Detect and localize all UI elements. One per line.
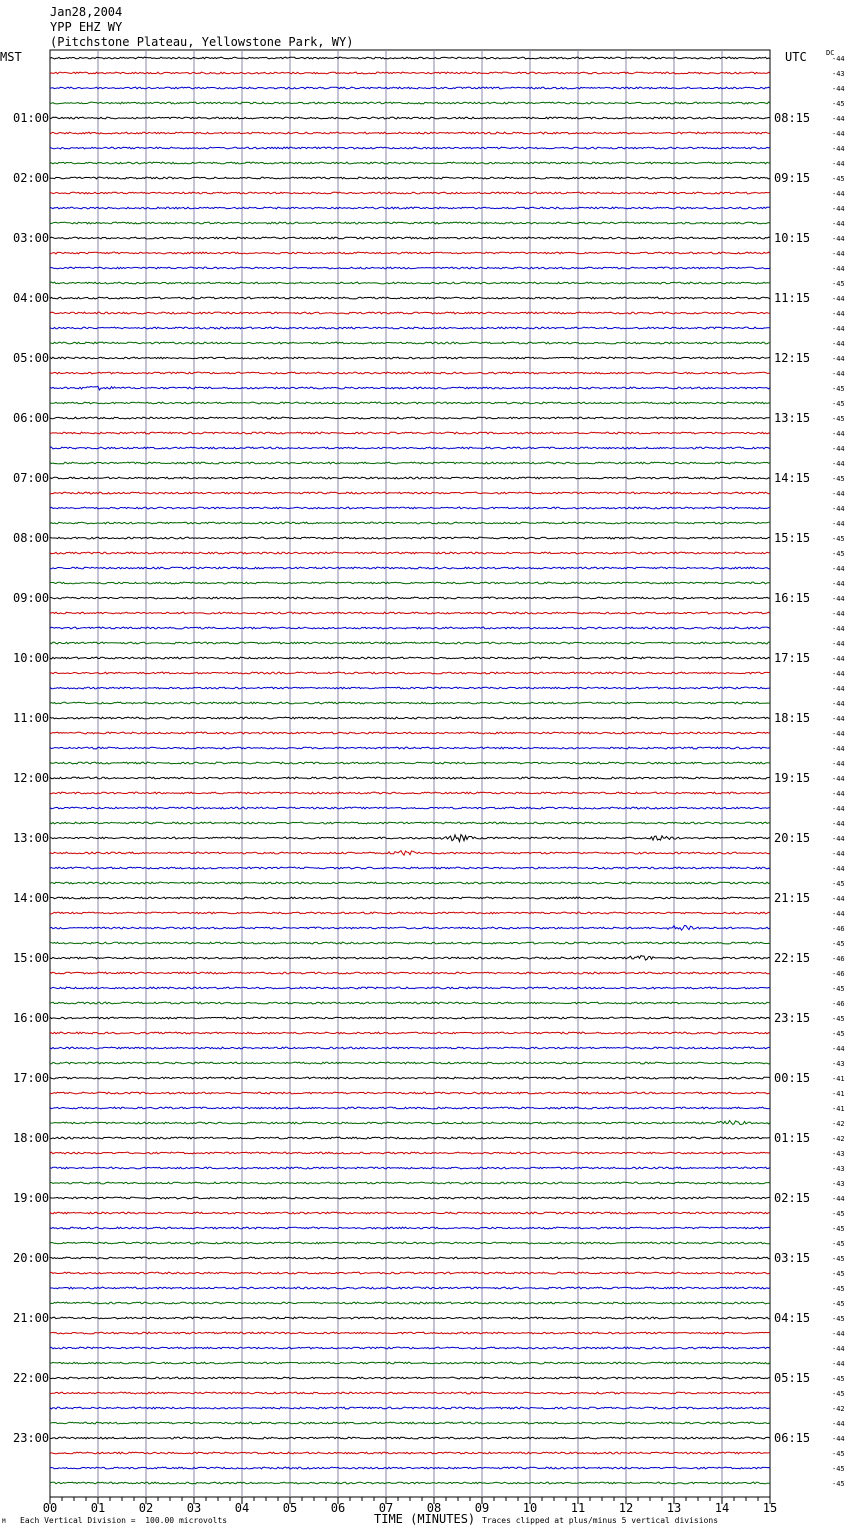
trace-line	[50, 567, 770, 569]
dc-offset-label: -44	[832, 85, 845, 93]
trace-line	[50, 417, 770, 419]
dc-offset-label: -45	[832, 1465, 845, 1473]
trace-line	[50, 1152, 770, 1154]
trace-line	[50, 687, 770, 689]
trace-line	[50, 386, 770, 390]
left-hour-label: 08:00	[13, 531, 50, 545]
dc-offset-label: -44	[832, 1195, 845, 1203]
right-hour-label: 17:15	[774, 651, 811, 665]
trace-line	[50, 1272, 770, 1274]
right-hour-label: 11:15	[774, 291, 811, 305]
trace-line	[50, 642, 770, 644]
trace-line	[50, 522, 770, 524]
trace-line	[50, 117, 770, 119]
x-tick-label: 05	[282, 1501, 298, 1515]
dc-offset-label: -45	[832, 1270, 845, 1278]
left-hour-label: 02:00	[13, 171, 50, 185]
dc-offset-label: -44	[832, 370, 845, 378]
right-hour-label: 21:15	[774, 891, 811, 905]
trace-line	[50, 792, 770, 794]
right-hour-label: 05:15	[774, 1371, 811, 1385]
dc-offset-label: -44	[832, 340, 845, 348]
trace-line	[50, 1137, 770, 1139]
left-hour-label: 22:00	[13, 1371, 50, 1385]
trace-line	[50, 342, 770, 344]
dc-offset-label: -44	[832, 595, 845, 603]
dc-offset-label: -44	[832, 190, 845, 198]
right-hour-label: 01:15	[774, 1131, 811, 1145]
dc-offset-label: -44	[832, 55, 845, 63]
dc-offset-label: -44	[832, 700, 845, 708]
trace-line	[50, 777, 770, 779]
trace-line	[50, 807, 770, 809]
trace-line	[50, 1227, 770, 1229]
trace-line	[50, 1392, 770, 1394]
trace-line	[50, 732, 770, 734]
trace-line	[50, 672, 770, 674]
dc-offset-label: -45	[832, 475, 845, 483]
trace-line	[50, 1092, 770, 1094]
plot-date: Jan28,2004	[50, 5, 123, 19]
dc-offset-label: -45	[832, 385, 845, 393]
trace-line	[50, 477, 770, 479]
dc-offset-label: -45	[832, 550, 845, 558]
dc-offset-label: -41	[832, 1075, 845, 1083]
dc-offset-label: -45	[832, 985, 845, 993]
dc-offset-label: -43	[832, 1060, 845, 1068]
trace-line	[50, 1121, 770, 1125]
dc-offset-label: -45	[832, 1375, 845, 1383]
left-hour-label: 23:00	[13, 1431, 50, 1445]
dc-offset-label: -45	[832, 400, 845, 408]
left-hour-label: 03:00	[13, 231, 50, 245]
trace-line	[50, 462, 770, 464]
x-tick-label: 12	[618, 1501, 634, 1515]
left-hour-label: 14:00	[13, 891, 50, 905]
dc-offset-label: -44	[832, 730, 845, 738]
dc-offset-label: -45	[832, 1450, 845, 1458]
dc-offset-label: -44	[832, 295, 845, 303]
left-hour-label: 17:00	[13, 1071, 50, 1085]
dc-offset-label: -44	[832, 670, 845, 678]
left-hour-label: 13:00	[13, 831, 50, 845]
trace-line	[50, 582, 770, 584]
right-hour-label: 02:15	[774, 1191, 811, 1205]
dc-offset-label: -44	[832, 1435, 845, 1443]
trace-line	[50, 987, 770, 989]
x-tick-label: 02	[138, 1501, 154, 1515]
dc-offset-label: -44	[832, 835, 845, 843]
dc-offset-label: -44	[832, 745, 845, 753]
dc-offset-label: -45	[832, 1240, 845, 1248]
right-hour-label: 00:15	[774, 1071, 811, 1085]
dc-offset-label: -44	[832, 850, 845, 858]
trace-line	[50, 1182, 770, 1184]
trace-line	[50, 972, 770, 974]
left-hour-label: 11:00	[13, 711, 50, 725]
trace-line	[50, 537, 770, 539]
dc-offset-label: -45	[832, 415, 845, 423]
right-hour-label: 19:15	[774, 771, 811, 785]
dc-offset-label: -44	[832, 910, 845, 918]
trace-line	[50, 492, 770, 494]
trace-line	[50, 747, 770, 749]
right-hour-label: 08:15	[774, 111, 811, 125]
right-hour-label: 15:15	[774, 531, 811, 545]
dc-offset-label: -42	[832, 1405, 845, 1413]
right-hour-label: 18:15	[774, 711, 811, 725]
left-hour-label: 09:00	[13, 591, 50, 605]
station-code: YPP EHZ WY	[50, 20, 123, 34]
x-tick-label: 03	[186, 1501, 202, 1515]
left-hour-label: 18:00	[13, 1131, 50, 1145]
dc-offset-label: -45	[832, 940, 845, 948]
left-hour-label: 20:00	[13, 1251, 50, 1265]
trace-line	[50, 612, 770, 614]
dc-offset-label: -46	[832, 955, 845, 963]
trace-line	[50, 357, 770, 359]
trace-line	[50, 1362, 770, 1364]
dc-offset-label: -45	[832, 535, 845, 543]
x-tick-label: 10	[522, 1501, 538, 1515]
dc-offset-label: -46	[832, 970, 845, 978]
trace-line	[50, 1107, 770, 1109]
right-timezone-label: UTC	[785, 50, 807, 64]
trace-line	[50, 1032, 770, 1034]
trace-line	[50, 942, 770, 944]
dc-offset-label: -45	[832, 1030, 845, 1038]
trace-line	[50, 762, 770, 764]
trace-line	[50, 1332, 770, 1334]
trace-line	[50, 1407, 770, 1409]
dc-offset-label: -42	[832, 1120, 845, 1128]
dc-offset-label: -44	[832, 355, 845, 363]
trace-line	[50, 1017, 770, 1019]
right-hour-label: 16:15	[774, 591, 811, 605]
dc-offset-label: -44	[832, 310, 845, 318]
trace-line	[50, 132, 770, 134]
right-hour-label: 03:15	[774, 1251, 811, 1265]
left-hour-label: 01:00	[13, 111, 50, 125]
left-hour-label: 12:00	[13, 771, 50, 785]
left-hour-label: 16:00	[13, 1011, 50, 1025]
dc-offset-label: -45	[832, 880, 845, 888]
dc-offset-label: -45	[832, 1255, 845, 1263]
trace-line	[50, 627, 770, 629]
dc-offset-label: -45	[832, 100, 845, 108]
right-hour-label: 22:15	[774, 951, 811, 965]
dc-offset-label: -44	[832, 625, 845, 633]
dc-offset-label: -45	[832, 1480, 845, 1488]
dc-offset-label: -44	[832, 445, 845, 453]
trace-line	[50, 1002, 770, 1004]
left-hour-label: 10:00	[13, 651, 50, 665]
trace-line	[50, 177, 770, 179]
trace-line	[50, 147, 770, 149]
dc-offset-label: -45	[832, 1285, 845, 1293]
trace-line	[50, 1317, 770, 1319]
trace-line	[50, 1197, 770, 1199]
x-tick-label: 07	[378, 1501, 394, 1515]
trace-line	[50, 372, 770, 374]
trace-line	[50, 72, 770, 74]
right-hour-label: 12:15	[774, 351, 811, 365]
trace-line	[50, 956, 770, 960]
dc-offset-label: -44	[832, 205, 845, 213]
trace-line	[50, 1287, 770, 1289]
trace-line	[50, 1047, 770, 1049]
trace-line	[50, 507, 770, 509]
x-tick-label: 11	[570, 1501, 586, 1515]
dc-offset-label: -44	[832, 820, 845, 828]
trace-line	[50, 1347, 770, 1349]
trace-line	[50, 252, 770, 254]
trace-line	[50, 447, 770, 449]
clip-note: Traces clipped at plus/minus 5 vertical divisions	[482, 1516, 719, 1525]
right-hour-label: 04:15	[774, 1311, 811, 1325]
dc-offset-label: -44	[832, 250, 845, 258]
trace-line	[50, 237, 770, 239]
corner-mark: M	[2, 1518, 6, 1525]
trace-line	[50, 1467, 770, 1469]
trace-line	[50, 402, 770, 404]
dc-offset-label: -44	[832, 325, 845, 333]
station-location: (Pitchstone Plateau, Yellowstone Park, WY)	[50, 35, 354, 49]
left-hour-label: 04:00	[13, 291, 50, 305]
trace-line	[50, 925, 770, 930]
dc-offset-label: -44	[832, 460, 845, 468]
left-timezone-label: MST	[0, 50, 22, 64]
x-tick-label: 15	[762, 1501, 778, 1515]
dc-offset-label: -44	[832, 1045, 845, 1053]
dc-offset-label: -44	[832, 265, 845, 273]
trace-line	[50, 282, 770, 284]
dc-offset-label: -44	[832, 790, 845, 798]
left-hour-label: 05:00	[13, 351, 50, 365]
dc-offset-label: -44	[832, 640, 845, 648]
trace-line	[50, 267, 770, 269]
right-hour-label: 06:15	[774, 1431, 811, 1445]
x-tick-label: 04	[234, 1501, 250, 1515]
trace-line	[50, 702, 770, 704]
left-hour-label: 21:00	[13, 1311, 50, 1325]
dc-offset-label: -46	[832, 925, 845, 933]
trace-line	[50, 222, 770, 224]
dc-offset-label: -45	[832, 280, 845, 288]
dc-offset-label: -44	[832, 775, 845, 783]
trace-line	[50, 102, 770, 104]
dc-offset-label: -44	[832, 220, 845, 228]
dc-offset-label: -41	[832, 1090, 845, 1098]
right-hour-label: 14:15	[774, 471, 811, 485]
dc-offset-label: -43	[832, 1150, 845, 1158]
scale-note: Each Vertical Division = 100.00 microvolts	[20, 1516, 228, 1525]
trace-line	[50, 1167, 770, 1169]
x-tick-label: 01	[90, 1501, 106, 1515]
right-hour-label: 13:15	[774, 411, 811, 425]
dc-offset-label: -44	[832, 565, 845, 573]
trace-line	[50, 1437, 770, 1439]
trace-line	[50, 207, 770, 209]
trace-line	[50, 297, 770, 299]
dc-offset-label: -44	[832, 160, 845, 168]
dc-offset-label: -45	[832, 1300, 845, 1308]
dc-offset-label: -44	[832, 115, 845, 123]
trace-line	[50, 717, 770, 719]
trace-line	[50, 851, 770, 856]
dc-offset-label: -45	[832, 175, 845, 183]
trace-line	[50, 867, 770, 869]
dc-offset-label: -45	[832, 1390, 845, 1398]
dc-offset-label: -44	[832, 490, 845, 498]
left-hour-label: 15:00	[13, 951, 50, 965]
x-tick-label: 06	[330, 1501, 346, 1515]
dc-offset-label: -43	[832, 70, 845, 78]
dc-offset-label: -44	[832, 610, 845, 618]
dc-offset-label: -43	[832, 1180, 845, 1188]
dc-offset-label: -44	[832, 865, 845, 873]
trace-line	[50, 1422, 770, 1424]
trace-line	[50, 1242, 770, 1244]
trace-line	[50, 57, 770, 59]
left-hour-label: 19:00	[13, 1191, 50, 1205]
trace-line	[50, 897, 770, 899]
x-tick-label: 08	[426, 1501, 442, 1515]
trace-line	[50, 432, 770, 434]
trace-line	[50, 835, 770, 842]
left-hour-label: 06:00	[13, 411, 50, 425]
dc-offset-label: -44	[832, 760, 845, 768]
trace-line	[50, 1212, 770, 1214]
x-tick-label: 13	[666, 1501, 682, 1515]
trace-line	[50, 192, 770, 194]
x-axis-label: TIME (MINUTES)	[374, 1512, 476, 1526]
trace-line	[50, 1377, 770, 1379]
dc-offset-label: -44	[832, 685, 845, 693]
trace-line	[50, 552, 770, 554]
right-hour-label: 20:15	[774, 831, 811, 845]
x-tick-label: 09	[474, 1501, 490, 1515]
dc-offset-label: -42	[832, 1135, 845, 1143]
dc-offset-label: -46	[832, 1000, 845, 1008]
trace-line	[50, 312, 770, 314]
trace-line	[50, 1452, 770, 1454]
x-tick-label: 00	[42, 1501, 58, 1515]
dc-offset-label: -44	[832, 1330, 845, 1338]
trace-line	[50, 657, 770, 659]
x-tick-label: 14	[714, 1501, 730, 1515]
dc-offset-header: DC	[826, 49, 835, 57]
trace-line	[50, 1302, 770, 1304]
right-hour-label: 10:15	[774, 231, 811, 245]
dc-offset-label: -44	[832, 430, 845, 438]
trace-line	[50, 162, 770, 164]
trace-line	[50, 327, 770, 329]
dc-offset-label: -44	[832, 130, 845, 138]
dc-offset-label: -44	[832, 1420, 845, 1428]
dc-offset-label: -44	[832, 505, 845, 513]
dc-offset-label: -44	[832, 715, 845, 723]
dc-offset-label: -45	[832, 1315, 845, 1323]
dc-offset-label: -44	[832, 1345, 845, 1353]
dc-offset-label: -44	[832, 145, 845, 153]
trace-line	[50, 1062, 770, 1064]
dc-offset-label: -44	[832, 655, 845, 663]
dc-offset-label: -43	[832, 1165, 845, 1173]
trace-line	[50, 912, 770, 914]
dc-offset-label: -44	[832, 895, 845, 903]
trace-line	[50, 87, 770, 89]
trace-line	[50, 597, 770, 599]
dc-offset-label: -44	[832, 235, 845, 243]
right-hour-label: 23:15	[774, 1011, 811, 1025]
left-hour-label: 07:00	[13, 471, 50, 485]
dc-offset-label: -41	[832, 1105, 845, 1113]
dc-offset-label: -45	[832, 1015, 845, 1023]
trace-line	[50, 1257, 770, 1259]
dc-offset-label: -44	[832, 520, 845, 528]
trace-line	[50, 882, 770, 884]
trace-line	[50, 1077, 770, 1079]
dc-offset-label: -45	[832, 1225, 845, 1233]
dc-offset-label: -45	[832, 1210, 845, 1218]
trace-line	[50, 822, 770, 824]
dc-offset-label: -44	[832, 580, 845, 588]
right-hour-label: 09:15	[774, 171, 811, 185]
trace-line	[50, 1482, 770, 1484]
dc-offset-label: -44	[832, 1360, 845, 1368]
dc-offset-label: -44	[832, 805, 845, 813]
